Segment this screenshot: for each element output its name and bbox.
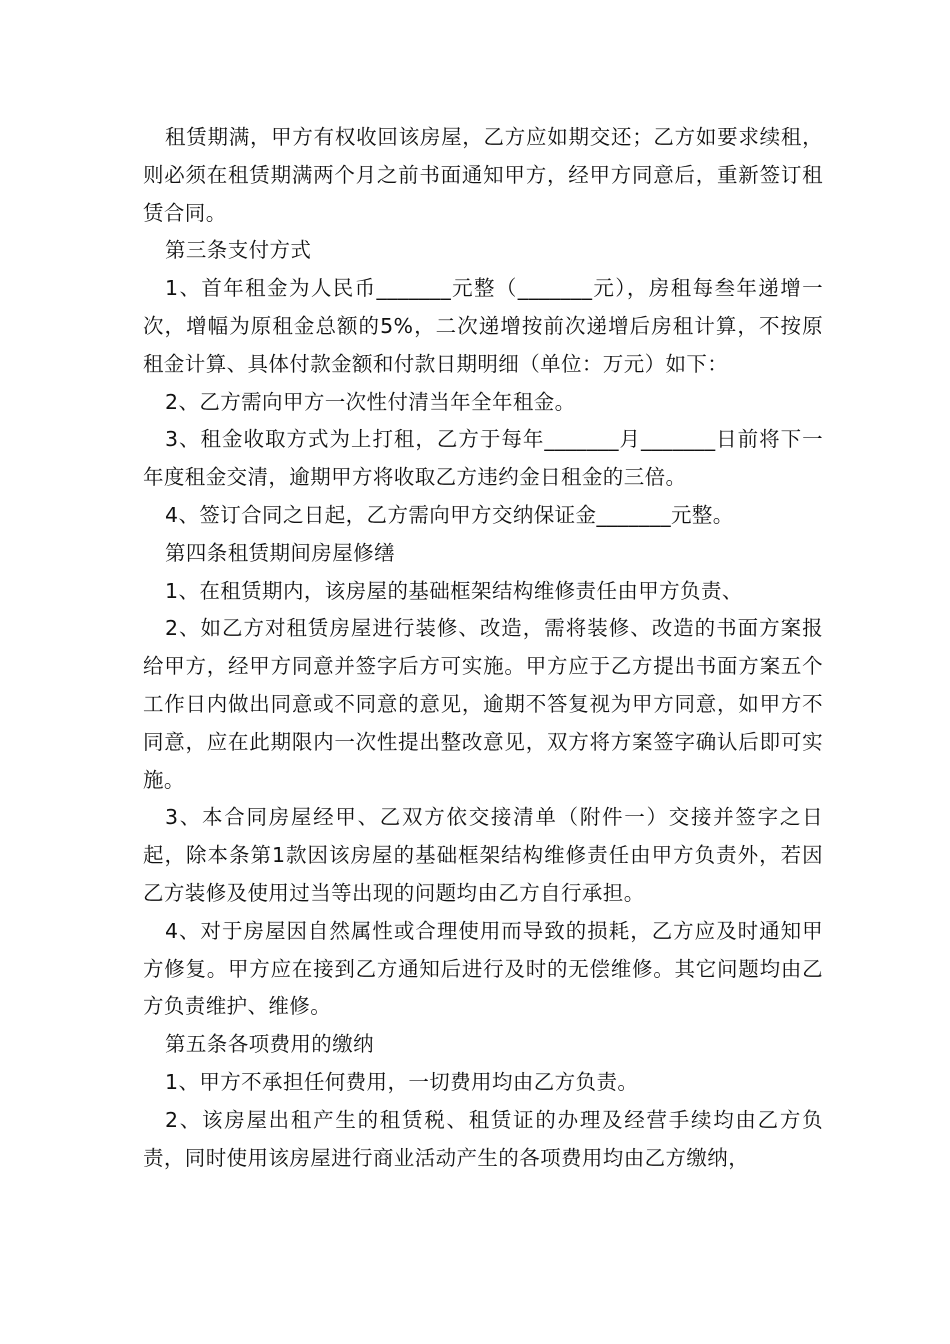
paragraph-repairs-1: 1、在租赁期内，该房屋的基础框架结构维修责任由甲方负责、	[165, 578, 743, 603]
heading-article-4-repairs: 第四条租赁期间房屋修缮	[165, 540, 395, 565]
heading-article-3-payment: 第三条支付方式	[165, 238, 312, 263]
paragraph-renewal: 租赁期满，甲方有权收回该房屋，乙方应如期交还；乙方如要求续租，则必须在租赁期满两个月之前书面通知甲方，经甲方同意后，重新签订租赁合同。	[143, 125, 823, 225]
document-body	[143, 119, 823, 1177]
paragraph-repairs-3: 3、本合同房屋经甲、乙双方依交接清单（附件一）交接并签字之日起，除本条第1款因该房屋的基础框架结构维修责任由甲方负责外，若因乙方装修及使用过当等出现的问题均由乙方自行承担。	[143, 805, 823, 905]
paragraph-fees-1: 1、甲方不承担任何费用，一切费用均由乙方负责。	[165, 1069, 639, 1094]
paragraph-fees-2: 2、该房屋出租产生的租赁税、租赁证的办理及经营手续均由乙方负责，同时使用该房屋进行商业活动产生的各项费用均由乙方缴纳，	[143, 1107, 823, 1170]
paragraph-payment-3: 3、租金收取方式为上打租，乙方于每年_______月_______日前将下一年度租金交清，逾期甲方将收取乙方违约金日租金的三倍。	[143, 427, 823, 490]
paragraph-payment-4: 4、签订合同之日起，乙方需向甲方交纳保证金_______元整。	[165, 502, 734, 527]
paragraph-payment-2: 2、乙方需向甲方一次性付清当年全年租金。	[165, 389, 576, 414]
paragraph-repairs-4: 4、对于房屋因自然属性或合理使用而导致的损耗，乙方应及时通知甲方修复。甲方应在接到乙方通知后进行及时的无偿维修。其它问题均由乙方负责维护、维修。	[143, 918, 823, 1019]
paragraph-repairs-2: 2、如乙方对租赁房屋进行装修、改造，需将装修、改造的书面方案报给甲方，经甲方同意并签字后方可实施。甲方应于乙方提出书面方案五个工作日内做出同意或不同意的意见，逾期不答复视为甲方同意，如甲方不同意，应在此期限内一次性提出整改意见，双方将方案签字确认后即可实施。	[143, 616, 823, 792]
heading-article-5-fees: 第五条各项费用的缴纳	[165, 1032, 374, 1057]
paragraph-payment-1	[143, 270, 823, 383]
text-segment: 1、首年租金为人民币_______元整（_______元），房租每叁年递增一次，增幅为原租金总额的5%，二次递增按前次递增后房租计算，不按原租金计算、具体付款金额和付款日期明细（单位：万元）如下：	[143, 276, 823, 376]
